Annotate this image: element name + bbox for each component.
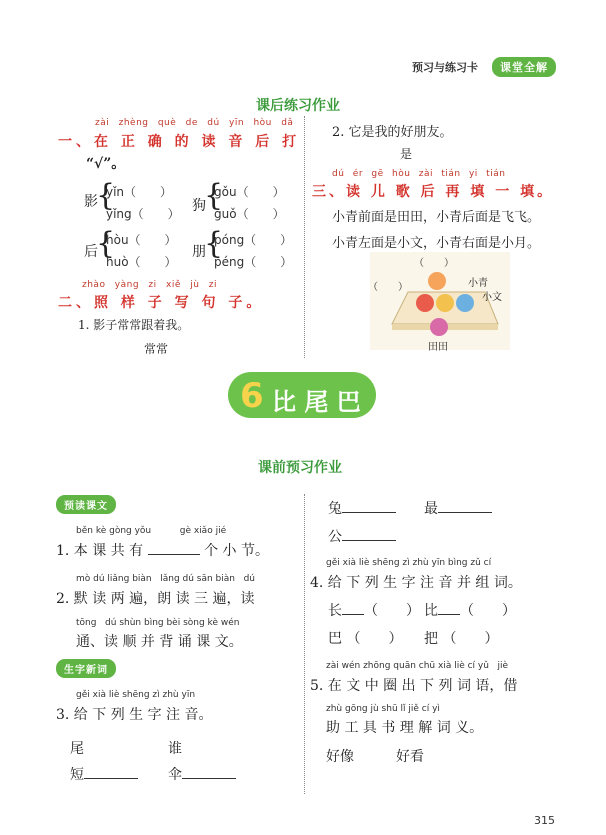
header-card-label: 预习与练习卡	[412, 61, 478, 74]
q4-item-ba2	[424, 628, 498, 648]
q1-option[interactable]: péng（ ）	[214, 255, 293, 269]
char-gong-blank[interactable]	[342, 528, 396, 541]
q4-item-parens[interactable]: （ ）	[346, 631, 403, 647]
label-xiaowen: 小文	[482, 292, 502, 303]
q1-option[interactable]: guǒ（ ）	[214, 207, 285, 221]
q1-label: 一、在 正 确 的 读 音 后 打	[58, 134, 301, 150]
blank-top[interactable]: （ ）	[414, 258, 454, 269]
char-tu	[328, 498, 396, 518]
char-duan	[70, 764, 138, 784]
char-zui	[424, 498, 492, 518]
char-san	[168, 764, 236, 784]
pre-q1	[56, 540, 269, 560]
kid-top	[428, 272, 446, 290]
q3-line-1: 小青前面是田田，小青后面是飞飞。	[332, 210, 541, 225]
kid-left	[416, 294, 434, 312]
char-gong-label: 公	[328, 529, 342, 545]
q1-char-peng: 朋	[192, 244, 206, 260]
q1-option[interactable]: póng（ ）	[214, 233, 293, 247]
q1-brace: {	[96, 226, 116, 261]
q3-label: 三、读 儿 歌 后 再 填 一 填。	[312, 184, 555, 200]
pre-q5-pinyin-2: zhù gōng jù shū lǐ jiě cí yì	[326, 704, 440, 714]
q4-item-ba	[328, 628, 402, 648]
label-tiantian: 田田	[428, 342, 448, 353]
q4-item-parens[interactable]: （ ）	[460, 603, 516, 619]
q1-pinyin: zài zhèng què de dú yīn hòu dǎ	[95, 118, 294, 128]
q5-word-haoxiang[interactable]: 好像	[326, 749, 354, 765]
pre-q2-pinyin: mò dú liǎng biàn lǎng dú sān biàn dú	[76, 574, 255, 584]
pre-q4: 4. 给 下 列 生 字 注 音 并 组 词。	[310, 575, 522, 591]
column-divider	[304, 494, 305, 794]
q1-option[interactable]: huò（ ）	[106, 255, 177, 269]
pre-class-title: 课前预习作业	[258, 460, 342, 476]
pre-q3: 3. 给 下 列 生 字 注 音。	[56, 707, 213, 723]
q4-item-chang	[328, 600, 420, 620]
q2-example: 1. 影子常常跟着我。	[78, 318, 190, 332]
section-new-words: 生字新词	[56, 659, 116, 678]
q1-option[interactable]: yǐng（ ）	[106, 207, 180, 221]
char-duan-blank[interactable]	[84, 766, 138, 779]
q4-item-blank[interactable]	[438, 602, 460, 615]
q1-brace: {	[204, 226, 224, 261]
char-san-label: 伞	[168, 767, 182, 783]
q3-pinyin: dú ér gē hòu zài tián yi tián	[332, 169, 506, 179]
pre-q2-b: 通、读 顺 并 背 诵 课 文。	[76, 634, 243, 650]
pre-q1-end: 个 小 节。	[204, 543, 269, 559]
char-gong	[328, 526, 396, 546]
page-number: 315	[534, 814, 555, 827]
q1-char-hou: 后	[84, 244, 98, 260]
char-tu-blank[interactable]	[342, 500, 396, 513]
kid-right	[456, 294, 474, 312]
q2-example-2: 2. 它是我的好朋友。	[332, 125, 453, 140]
q1-option[interactable]: gǒu（ ）	[214, 185, 285, 199]
q4-item-parens[interactable]: （ ）	[364, 603, 420, 619]
pre-q1-blank[interactable]	[148, 542, 200, 555]
char-wei: 尾	[70, 741, 84, 757]
pre-q5-pinyin: zài wén zhōng quān chū xià liè cí yǔ jiè	[326, 661, 509, 671]
section-preview-reading: 预读课文	[56, 495, 116, 514]
pre-q1-text: 1. 本 课 共 有	[56, 543, 144, 559]
q4-item-label: 比	[424, 603, 438, 619]
q2-pinyin: zhào yàng zi xiě jù zi	[82, 280, 218, 290]
q3-line-2: 小青左面是小文，小青右面是小月。	[332, 236, 541, 251]
char-shui: 谁	[168, 741, 182, 757]
pre-q2-pinyin-2: tōng dú shùn bìng bèi sòng kè wén	[76, 618, 240, 628]
column-divider	[304, 116, 305, 358]
q1-char-ying: 影	[84, 194, 98, 210]
kid-center	[436, 294, 454, 312]
char-tu-label: 兔	[328, 501, 342, 517]
blank-left[interactable]: （ ）	[368, 282, 408, 293]
pre-q5-b: 助 工 具 书 理 解 词 义。	[326, 720, 484, 736]
q4-item-bi	[424, 600, 516, 620]
q4-item-label: 把	[424, 631, 438, 647]
q1-option[interactable]: hòu（ ）	[106, 233, 177, 247]
q1-label-2: “√”。	[86, 156, 126, 172]
q5-word-haokan[interactable]: 好看	[396, 749, 424, 765]
q4-item-label: 巴	[328, 631, 342, 647]
kids-illustration	[368, 252, 510, 353]
pre-q4-pinyin: gěi xià liè shēng zì zhù yīn bìng zǔ cí	[326, 558, 492, 568]
char-san-blank[interactable]	[182, 766, 236, 779]
char-zui-blank[interactable]	[438, 500, 492, 513]
label-xiaoqing: 小青	[468, 278, 488, 289]
lesson-title: 比 尾 巴	[272, 388, 361, 416]
char-zui-label: 最	[424, 501, 438, 517]
kid-bottom	[430, 318, 448, 336]
after-class-title: 课后练习作业	[256, 98, 340, 114]
pre-q1-pinyin: běn kè gòng yǒu gè xiǎo jié	[76, 526, 227, 536]
char-duan-label: 短	[70, 767, 84, 783]
lesson-number: 6	[240, 376, 264, 416]
pre-q2: 2. 默 读 两 遍，朗 读 三 遍，读	[56, 591, 255, 607]
q1-brace: {	[96, 178, 116, 213]
q2-prompt: 常常	[144, 342, 169, 356]
pre-q5: 5. 在 文 中 圈 出 下 列 词 语，借	[310, 678, 518, 694]
q4-item-parens[interactable]: （ ）	[442, 631, 499, 647]
q2-prompt-2: 是	[400, 147, 413, 161]
q1-brace: {	[204, 178, 224, 213]
pre-q3-pinyin: gěi xià liè shēng zì zhù yīn	[76, 690, 196, 700]
q1-char-gou: 狗	[192, 198, 206, 214]
q1-option[interactable]: yǐn（ ）	[106, 185, 173, 199]
q4-item-blank[interactable]	[342, 602, 364, 615]
header-brand-badge: 课堂全解	[492, 57, 556, 77]
q4-item-label: 长	[328, 603, 342, 619]
q2-label: 二、照 样 子 写 句 子。	[58, 295, 265, 311]
